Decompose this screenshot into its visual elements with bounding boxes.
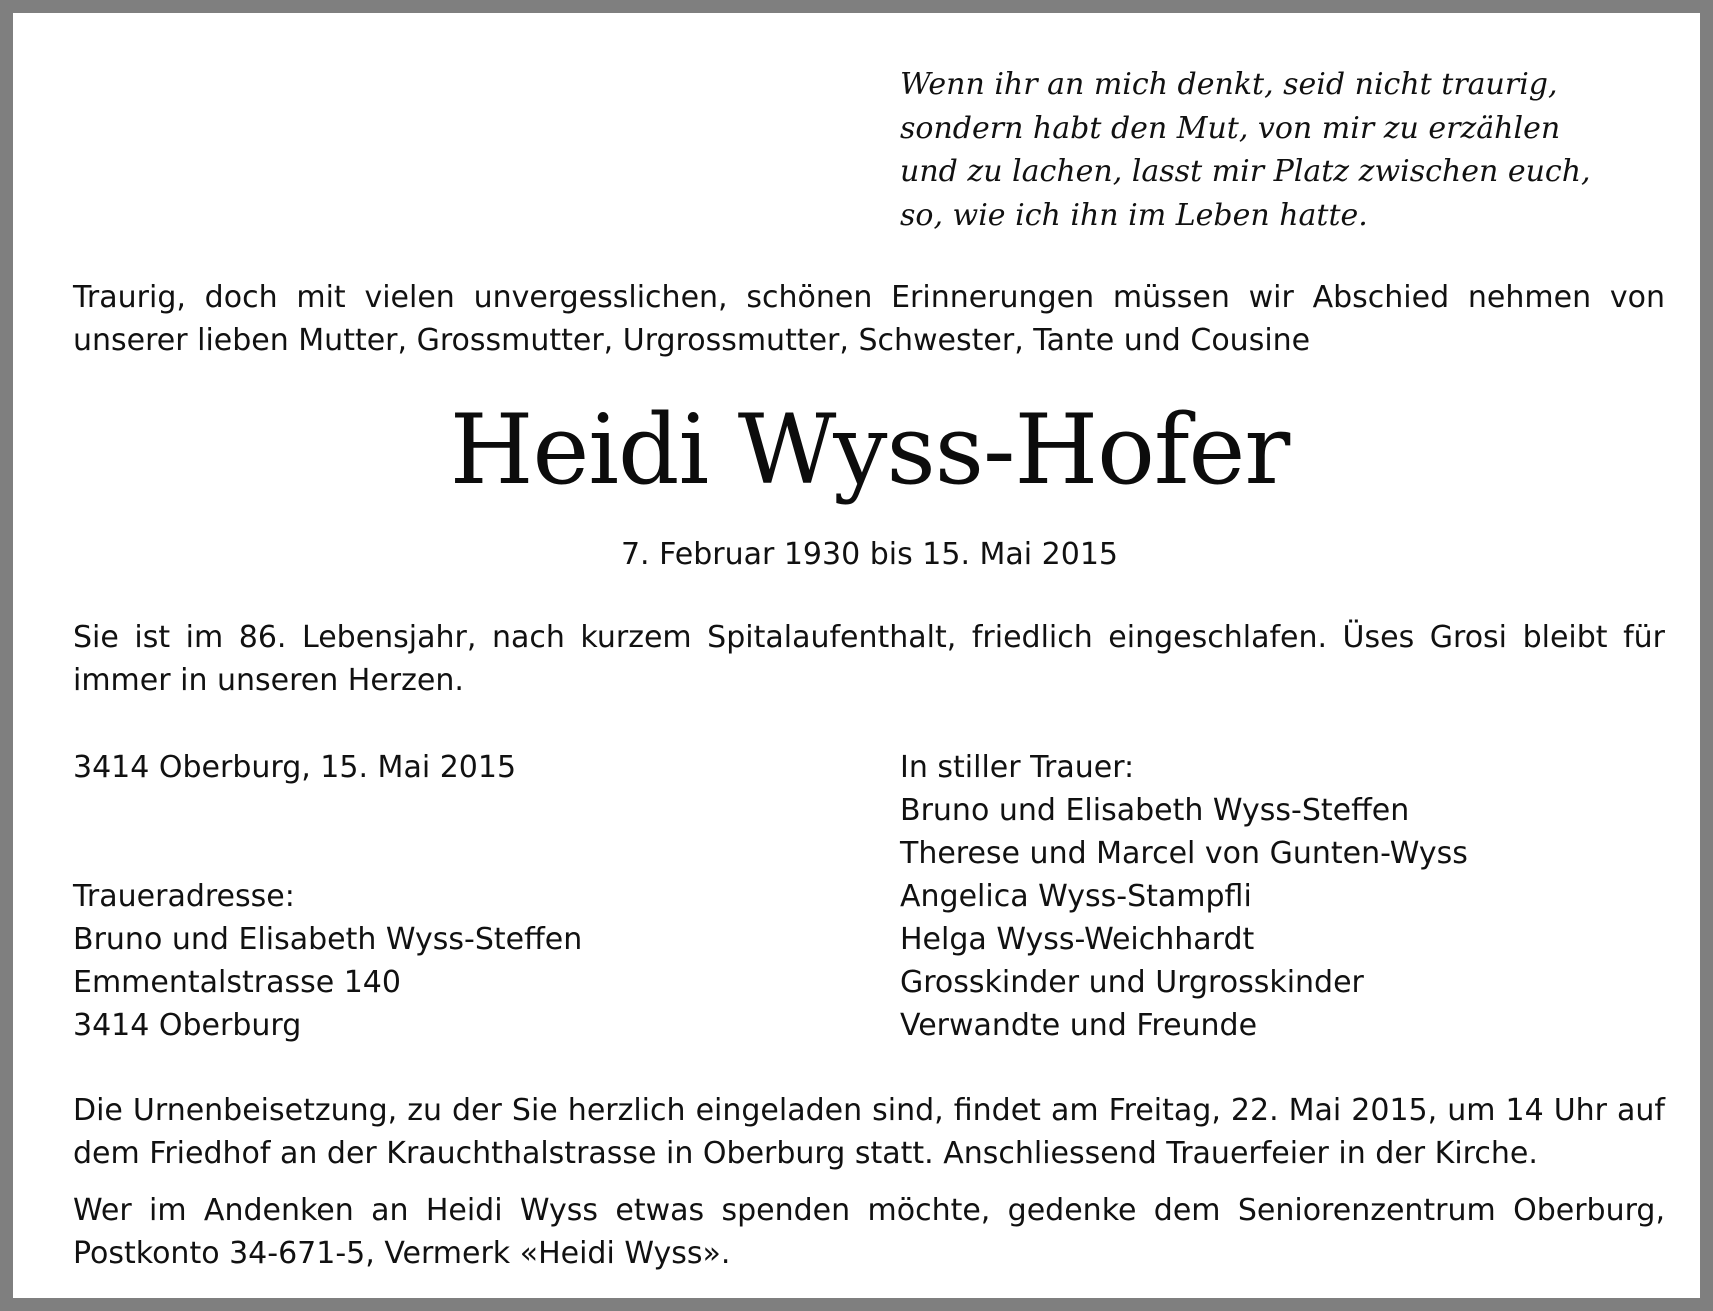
place-and-date: 3414 Oberburg, 15. Mai 2015 (73, 750, 517, 785)
mourning-address (73, 875, 582, 1047)
poem-line: sondern habt den Mut, von mir zu erzählen (900, 110, 1561, 146)
mourner-entry: Angelica Wyss-Stampfli (900, 879, 1252, 914)
mourner-entry: Helga Wyss-Weichhardt (900, 922, 1255, 957)
address-line: Emmentalstrasse 140 (73, 965, 401, 1000)
mourners-label: In stiller Trauer: (900, 750, 1135, 785)
poem-line: Wenn ihr an mich denkt, seid nicht traurig, (900, 67, 1558, 102)
intro-paragraph: Traurig, doch mit vielen unvergesslichen, schönen Erinnerungen müssen wir Abschied nehmen von unserer lieben Mutter, Grossmutter, Urgrossmutter, Schwester, Tante und Cousine (73, 280, 1665, 358)
poem-line: und zu lachen, lasst mir Platz zwischen euch, (900, 154, 1591, 189)
address-line: Bruno und Elisabeth Wyss-Steffen (73, 922, 583, 957)
mourner-entry: Bruno und Elisabeth Wyss-Steffen (900, 793, 1410, 828)
burial-paragraph: Die Urnenbeisetzung, zu der Sie herzlich eingeladen sind, findet am Freitag, 22. Mai 2015, um 14 Uhr auf dem Friedhof an der Krauchthalstrasse in Oberburg statt. Anschliessend Trauerfeier in der Kirche. (73, 1093, 1665, 1171)
mourner-entry: Therese und Marcel von Gunten-Wyss (900, 836, 1468, 871)
donation-paragraph: Wer im Andenken an Heidi Wyss etwas spenden möchte, gedenke dem Seniorenzentrum Oberburg, Postkonto 34-671-5, Vermerk «Heidi Wyss». (73, 1193, 1665, 1271)
life-dates: 7. Februar 1930 bis 15. Mai 2015 (620, 537, 1119, 572)
mourners-list (900, 746, 1468, 1047)
deceased-name: Heidi Wyss-Hofer (449, 394, 1290, 506)
mourner-entry: Verwandte und Freunde (900, 1008, 1258, 1043)
memorial-poem (900, 63, 1680, 237)
mourner-entry: Grosskinder und Urgrosskinder (900, 965, 1364, 1000)
death-notice-paragraph: Sie ist im 86. Lebensjahr, nach kurzem Spitalaufenthalt, friedlich eingeschlafen. Üses Grosi bleibt für immer in unseren Herzen. (73, 620, 1665, 698)
poem-line: so, wie ich ihn im Leben hatte. (900, 197, 1368, 233)
address-label: Traueradresse: (73, 879, 295, 914)
address-line: 3414 Oberburg (73, 1008, 302, 1043)
